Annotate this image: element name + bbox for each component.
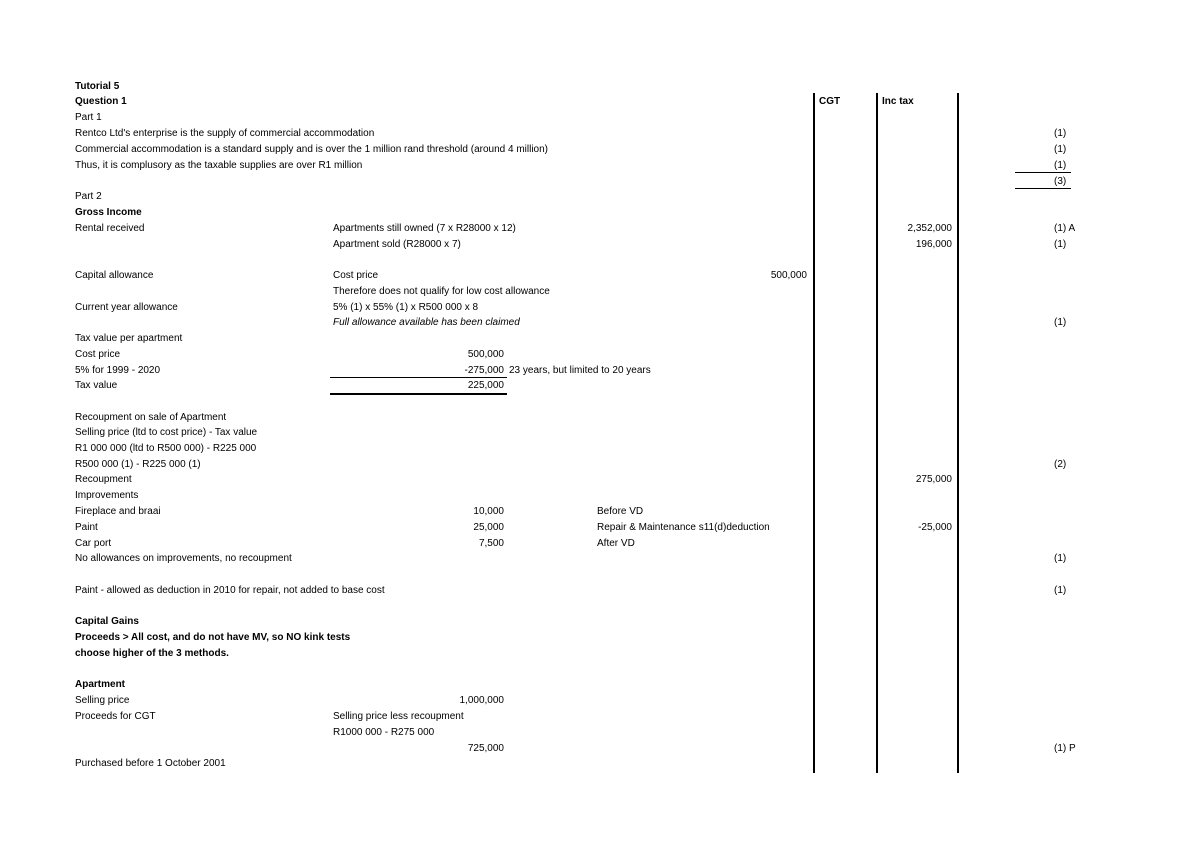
cost-price-amount: 500,000 bbox=[770, 270, 807, 281]
proceeds-note: Selling price less recoupment bbox=[333, 711, 464, 722]
recoupment-line: Selling price (ltd to cost price) - Tax value bbox=[75, 427, 258, 438]
tv-cost-price-label: Cost price bbox=[75, 349, 121, 360]
recoupment-line: R1 000 000 (ltd to R500 000) - R225 000 bbox=[75, 443, 257, 454]
cgt-column-header: CGT bbox=[819, 96, 841, 107]
full-allowance-mark: (1) bbox=[1054, 317, 1067, 328]
part1-mark: (1) bbox=[1054, 160, 1067, 171]
improvement-label: Paint bbox=[75, 522, 98, 533]
inc-tax-column-header: Inc tax bbox=[882, 96, 914, 107]
part1-heading: Part 1 bbox=[75, 112, 102, 123]
cgt-column-rule-right bbox=[876, 93, 878, 773]
tv-years-note: 23 years, but limited to 20 years bbox=[509, 365, 651, 376]
improvement-amount: 25,000 bbox=[473, 522, 504, 533]
recoupment-line-mark: (2) bbox=[1054, 459, 1067, 470]
full-allowance-note: Full allowance available has been claimed bbox=[333, 317, 520, 328]
apartment-sold-mark: (1) bbox=[1054, 239, 1067, 250]
part1-line: Commercial accommodation is a standard supply and is over the 1 million rand threshold (around 4 million) bbox=[75, 144, 549, 155]
part1-line: Thus, it is complusory as the taxable supplies are over R1 million bbox=[75, 160, 363, 171]
improvement-label: Car port bbox=[75, 538, 112, 549]
purchased-before-note: Purchased before 1 October 2001 bbox=[75, 758, 226, 769]
selling-price-label: Selling price bbox=[75, 695, 130, 706]
tv-five-percent-label: 5% for 1999 - 2020 bbox=[75, 365, 161, 376]
part1-total-rule-top bbox=[1015, 172, 1071, 173]
part1-line: Rentco Ltd's enterprise is the supply of commercial accommodation bbox=[75, 128, 375, 139]
improvement-note: After VD bbox=[597, 538, 635, 549]
tax-value-rule-top bbox=[330, 377, 507, 378]
paint-note-mark: (1) bbox=[1054, 585, 1067, 596]
proceeds-amount: 725,000 bbox=[467, 743, 504, 754]
tv-five-percent-amount: -275,000 bbox=[464, 365, 504, 376]
proceeds-for-cgt-label: Proceeds for CGT bbox=[75, 711, 156, 722]
capital-gains-line: choose higher of the 3 methods. bbox=[75, 648, 229, 659]
capital-gains-line: Proceeds > All cost, and do not have MV, so NO kink tests bbox=[75, 632, 351, 643]
no-allowances-mark: (1) bbox=[1054, 553, 1067, 564]
improvement-amount: 7,500 bbox=[478, 538, 504, 549]
tax-value-heading: Tax value per apartment bbox=[75, 333, 183, 344]
tv-tax-value-amount: 225,000 bbox=[467, 380, 504, 391]
part1-mark: (1) bbox=[1054, 144, 1067, 155]
page-title: Tutorial 5 bbox=[75, 81, 120, 92]
capital-gains-heading: Capital Gains bbox=[75, 616, 139, 627]
apartments-owned-amount: 2,352,000 bbox=[907, 223, 952, 234]
improvement-label: Fireplace and braai bbox=[75, 506, 161, 517]
recoupment-line: R500 000 (1) - R225 000 (1) bbox=[75, 459, 201, 470]
improvement-inc-tax: -25,000 bbox=[918, 522, 952, 533]
cgt-column-rule-left bbox=[813, 93, 815, 773]
current-year-allowance-label: Current year allowance bbox=[75, 302, 178, 313]
improvement-note: Before VD bbox=[597, 506, 644, 517]
rental-received-label: Rental received bbox=[75, 223, 145, 234]
part2-heading: Part 2 bbox=[75, 191, 102, 202]
no-allowances-note: No allowances on improvements, no recoupment bbox=[75, 553, 292, 564]
recoupment-amount: 275,000 bbox=[915, 474, 952, 485]
part1-mark: (1) bbox=[1054, 128, 1067, 139]
apartment-sold-amount: 196,000 bbox=[915, 239, 952, 250]
apartments-owned-calc: Apartments still owned (7 x R28000 x 12) bbox=[333, 223, 516, 234]
part1-total: (3) bbox=[1054, 176, 1067, 187]
capital-allowance-label: Capital allowance bbox=[75, 270, 154, 281]
apartment-heading: Apartment bbox=[75, 679, 126, 690]
improvements-heading: Improvements bbox=[75, 490, 139, 501]
apartments-owned-mark: (1) A bbox=[1054, 223, 1076, 234]
not-qualify-note: Therefore does not qualify for low cost allowance bbox=[333, 286, 550, 297]
selling-price-amount: 1,000,000 bbox=[459, 695, 504, 706]
gross-income-heading: Gross Income bbox=[75, 207, 142, 218]
tv-tax-value-label: Tax value bbox=[75, 380, 118, 391]
cost-price-label: Cost price bbox=[333, 270, 379, 281]
inc-tax-column-rule-right bbox=[957, 93, 959, 773]
tv-cost-price-amount: 500,000 bbox=[467, 349, 504, 360]
recoupment-heading: Recoupment on sale of Apartment bbox=[75, 412, 227, 423]
improvement-note: Repair & Maintenance s11(d)deduction bbox=[597, 522, 770, 533]
part1-total-rule-bottom bbox=[1015, 188, 1071, 189]
proceeds-mark: (1) P bbox=[1054, 743, 1076, 754]
tax-value-rule-bottom bbox=[330, 393, 507, 395]
allowance-formula: 5% (1) x 55% (1) x R500 000 x 8 bbox=[333, 302, 479, 313]
improvement-amount: 10,000 bbox=[473, 506, 504, 517]
proceeds-note: R1000 000 - R275 000 bbox=[333, 727, 435, 738]
question-heading: Question 1 bbox=[75, 96, 127, 107]
apartment-sold-calc: Apartment sold (R28000 x 7) bbox=[333, 239, 461, 250]
recoupment-label: Recoupment bbox=[75, 474, 132, 485]
paint-note: Paint - allowed as deduction in 2010 for repair, not added to base cost bbox=[75, 585, 385, 596]
